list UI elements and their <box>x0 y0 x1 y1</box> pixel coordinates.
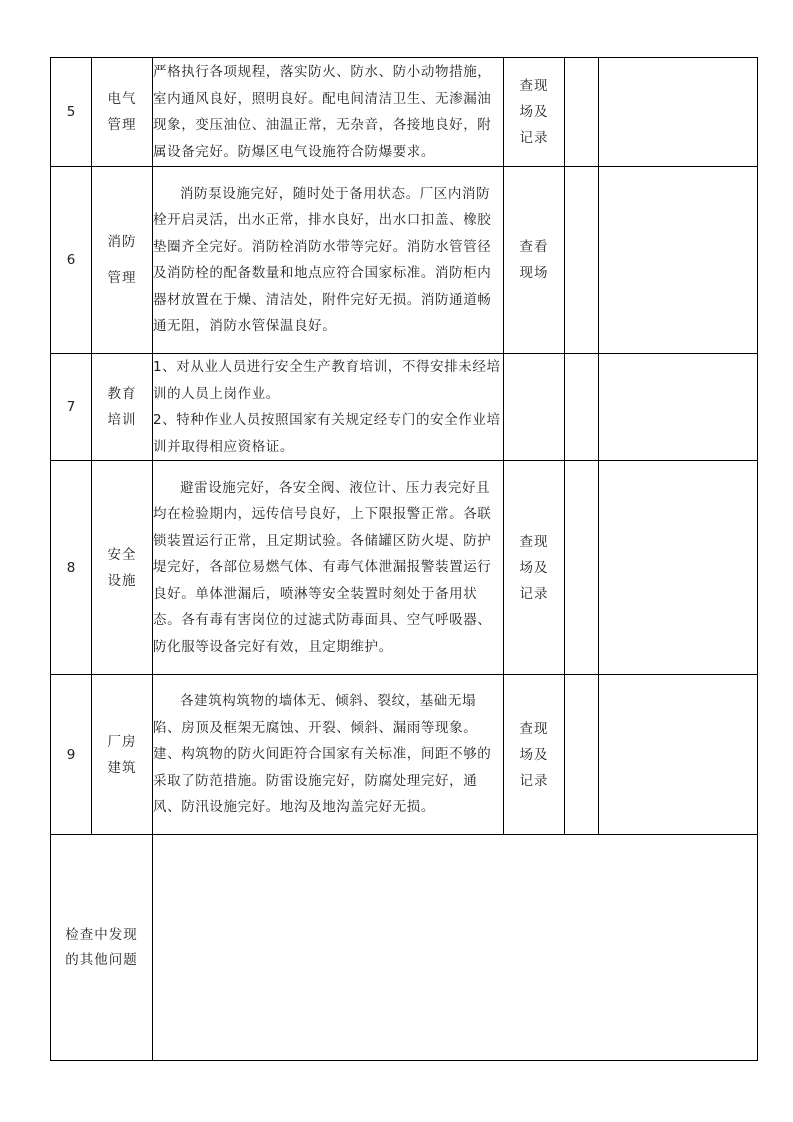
other-issues-label-line: 检查中发现 <box>65 926 138 943</box>
method-label: 场及 <box>519 104 549 120</box>
content-cell <box>153 167 504 354</box>
category-cell <box>92 675 153 835</box>
method-label: 场及 <box>519 746 549 763</box>
method-label: 查现 <box>519 78 549 94</box>
content-text: 各建筑构筑物的墙体无、倾斜、裂纹，基础无塌陷、房顶及框架无腐蚀、开裂、倾斜、漏雨等现象。建、构筑物的防火间距符合国家有关标准，间距不够的采取了防范措施。防雷设施完好，防腐处理完好，通风、防汛设施完好。地沟及地沟盖完好无损。 <box>153 693 492 816</box>
row-number: 9 <box>51 675 92 835</box>
method-cell <box>504 354 565 461</box>
method-label: 现场 <box>519 265 549 281</box>
row-number: 5 <box>51 58 92 167</box>
content-text: 2、特种作业人员按照国家有关规定经专门的安全作业培训并取得相应资格证。 <box>153 412 501 455</box>
method-label: 记录 <box>519 772 549 789</box>
table-row <box>51 461 758 675</box>
category-label: 设施 <box>107 572 137 589</box>
row-number: 6 <box>51 167 92 354</box>
result-cell[interactable] <box>565 461 599 675</box>
category-label: 安全 <box>107 546 137 563</box>
row-number: 7 <box>51 354 92 461</box>
content-cell <box>153 354 504 461</box>
remark-cell[interactable] <box>599 58 758 167</box>
table-row <box>51 58 758 167</box>
remark-cell[interactable] <box>599 354 758 461</box>
method-cell <box>504 675 565 835</box>
content-cell <box>153 58 504 167</box>
other-issues-label-line: 的其他问题 <box>65 951 138 968</box>
table-row <box>51 675 758 835</box>
category-cell <box>92 354 153 461</box>
method-label: 场及 <box>519 559 549 576</box>
result-cell[interactable] <box>565 675 599 835</box>
remark-cell[interactable] <box>599 675 758 835</box>
method-cell <box>504 461 565 675</box>
category-cell <box>92 461 153 675</box>
remark-cell[interactable] <box>599 167 758 354</box>
content-cell <box>153 461 504 675</box>
category-label: 电气 <box>107 91 137 107</box>
content-text: 消防泵设施完好，随时处于备用状态。厂区内消防栓开启灵活，出水正常，排水良好，出水口扣盖、橡胶垫圈齐全完好。消防栓消防水带等完好。消防水管管径及消防栓的配备数量和地点应符合国家标准。消防柜内器材放置在于燥、清洁处，附件完好无损。消防通道畅通无阻，消防水管保温良好。 <box>153 185 492 334</box>
row-number: 8 <box>51 461 92 675</box>
method-cell <box>504 167 565 354</box>
category-cell <box>92 58 153 167</box>
method-label: 查看 <box>519 239 549 255</box>
content-text: 严格执行各项规程，落实防火、防水、防小动物措施，室内通风良好，照明良好。配电间清洁卫生、无渗漏油现象，变压油位、油温正常，无杂音，各接地良好，附属设备完好。防爆区电气设施符合防爆要求。 <box>153 64 492 160</box>
method-label: 查现 <box>519 533 549 550</box>
content-text: 1、对从业人员进行安全生产教育培训，不得安排未经培训的人员上岗作业。 <box>153 359 501 402</box>
table-row <box>51 167 758 354</box>
result-cell[interactable] <box>565 354 599 461</box>
other-issues-label <box>51 835 153 1061</box>
method-cell <box>504 58 565 167</box>
remark-cell[interactable] <box>599 461 758 675</box>
result-cell[interactable] <box>565 58 599 167</box>
category-cell <box>92 167 153 354</box>
category-label: 培训 <box>107 412 137 428</box>
category-label: 教育 <box>107 386 137 402</box>
category-label: 厂房 <box>107 733 137 750</box>
inspection-table <box>50 57 758 1061</box>
content-cell <box>153 675 504 835</box>
other-issues-field[interactable] <box>153 835 758 1061</box>
category-label: 消防 <box>107 234 137 250</box>
category-label: 管理 <box>107 117 137 133</box>
category-label: 管理 <box>107 270 137 286</box>
table-row <box>51 354 758 461</box>
content-text: 避雷设施完好，各安全阀、液位计、压力表完好且均在检验期内，远传信号良好，上下限报警正常。各联锁装置运行正常，且定期试验。各储罐区防火堤、防护堤完好，各部位易燃气体、有毒气体泄漏报警装置运行良好。单体泄漏后，喷淋等安全装置时刻处于备用状态。各有毒有害岗位的过滤式防毒面具、空气呼吸器、防化服等设备完好有效，且定期维护。 <box>153 479 492 655</box>
category-label: 建筑 <box>107 759 137 776</box>
other-issues-row <box>51 835 758 1061</box>
result-cell[interactable] <box>565 167 599 354</box>
method-label: 记录 <box>519 585 549 602</box>
method-label: 查现 <box>519 720 549 737</box>
method-label: 记录 <box>519 130 549 146</box>
